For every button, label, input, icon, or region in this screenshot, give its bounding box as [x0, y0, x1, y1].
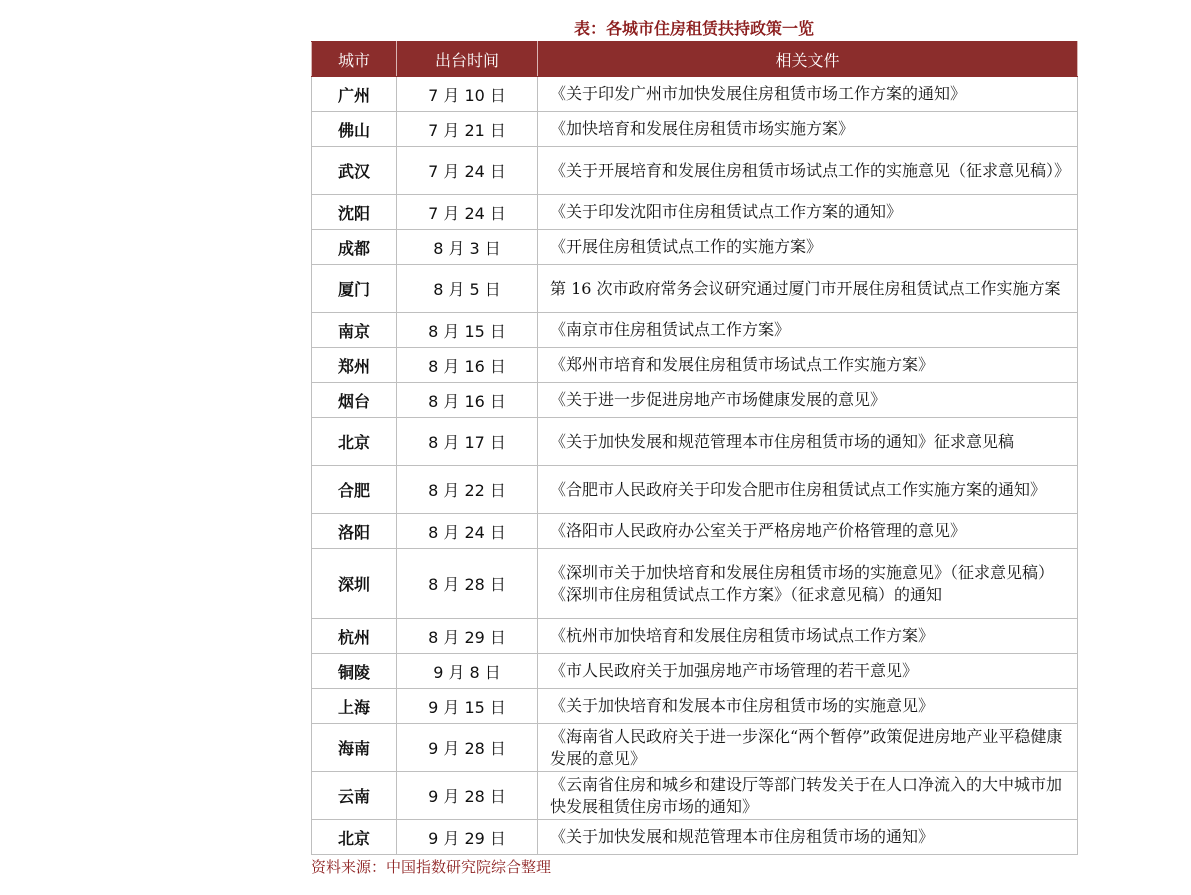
table-row [312, 147, 1078, 195]
document-cell [538, 77, 1078, 112]
document-title: 《加快培育和发展住房租赁市场实施方案》 [550, 119, 855, 138]
city-cell: 合肥 [312, 466, 397, 514]
table-body [312, 77, 1078, 855]
date-cell: 8 月 15 日 [397, 313, 538, 348]
document-cell [538, 383, 1078, 418]
city-cell: 海南 [312, 724, 397, 772]
table-row [312, 77, 1078, 112]
document-title: 《合肥市人民政府关于印发合肥市住房租赁试点工作实施方案的通知》 [550, 479, 1047, 499]
document-cell [538, 689, 1078, 724]
table-row [312, 549, 1078, 619]
document-title: 《深圳市关于加快培育和发展住房租赁市场的实施意见》（征求意见稿） [550, 562, 1055, 582]
date-cell: 8 月 29 日 [397, 619, 538, 654]
document-title: 《云南省住房和城乡和建设厅等部门转发关于在人口净流入的大中城市加快发展租赁住房市场的通知》 [550, 774, 1063, 816]
document-cell [538, 654, 1078, 689]
document-title: 《海南省人民政府关于进一步深化“两个暂停”政策促进房地产业平稳健康发展的意见》 [550, 726, 1063, 768]
city-cell: 铜陵 [312, 654, 397, 689]
city-cell: 烟台 [312, 383, 397, 418]
date-cell: 9 月 8 日 [397, 654, 538, 689]
table-row [312, 313, 1078, 348]
document-title: 《关于印发沈阳市住房租赁试点工作方案的通知》 [550, 202, 903, 221]
table-row [312, 265, 1078, 313]
city-cell: 成都 [312, 230, 397, 265]
column-header-docs: 相关文件 [538, 42, 1078, 77]
document-cell [538, 724, 1078, 772]
table-row [312, 772, 1078, 820]
city-cell: 郑州 [312, 348, 397, 383]
column-header-date: 出台时间 [397, 42, 538, 77]
document-title: 《开展住房租赁试点工作的实施方案》 [550, 237, 823, 256]
document-title: 《杭州市加快培育和发展住房租赁市场试点工作方案》 [550, 626, 935, 645]
city-cell: 南京 [312, 313, 397, 348]
document-title: 《关于加快发展和规范管理本市住房租赁市场的通知》 [550, 827, 935, 846]
city-cell: 洛阳 [312, 514, 397, 549]
document-cell [538, 313, 1078, 348]
document-cell [538, 514, 1078, 549]
date-cell: 8 月 16 日 [397, 348, 538, 383]
table-row [312, 689, 1078, 724]
city-cell: 上海 [312, 689, 397, 724]
date-cell: 8 月 28 日 [397, 549, 538, 619]
table-row [312, 418, 1078, 466]
document-title: 第 16 次市政府常务会议研究通过厦门市开展住房租赁试点工作实施方案 [550, 278, 1061, 298]
table-title: 表：各城市住房租赁扶持政策一览 [573, 19, 814, 38]
document-cell [538, 549, 1078, 619]
document-title: 《关于印发广州市加快发展住房租赁市场工作方案的通知》 [550, 84, 967, 103]
table-row [312, 195, 1078, 230]
date-cell: 9 月 28 日 [397, 772, 538, 820]
document-title: 《市人民政府关于加强房地产市场管理的若干意见》 [550, 661, 919, 680]
table-row [312, 654, 1078, 689]
date-cell: 7 月 10 日 [397, 77, 538, 112]
document-title: 《深圳市住房租赁试点工作方案》（征求意见稿）的通知 [550, 584, 943, 604]
date-cell: 7 月 24 日 [397, 195, 538, 230]
date-cell: 7 月 21 日 [397, 112, 538, 147]
table-row [312, 724, 1078, 772]
document-title: 《关于加快培育和发展本市住房租赁市场的实施意见》 [550, 696, 935, 715]
source-note: 资料来源：中国指数研究院综合整理 [311, 858, 552, 876]
city-cell: 广州 [312, 77, 397, 112]
city-cell: 佛山 [312, 112, 397, 147]
date-cell: 8 月 5 日 [397, 265, 538, 313]
document-cell [538, 230, 1078, 265]
document-title: 《郑州市培育和发展住房租赁市场试点工作实施方案》 [550, 355, 935, 374]
policy-table [311, 41, 1078, 855]
city-cell: 沈阳 [312, 195, 397, 230]
city-cell: 深圳 [312, 549, 397, 619]
document-cell [538, 619, 1078, 654]
city-cell: 杭州 [312, 619, 397, 654]
table-row [312, 112, 1078, 147]
document-cell [538, 348, 1078, 383]
document-title: 《洛阳市人民政府办公室关于严格房地产价格管理的意见》 [550, 521, 967, 540]
document-cell [538, 466, 1078, 514]
table-row [312, 820, 1078, 855]
table-row [312, 466, 1078, 514]
table-header-row [312, 42, 1078, 77]
column-header-city: 城市 [312, 42, 397, 77]
table-row [312, 348, 1078, 383]
document-cell [538, 195, 1078, 230]
document-cell [538, 772, 1078, 820]
date-cell: 9 月 15 日 [397, 689, 538, 724]
table-row [312, 230, 1078, 265]
document-title: 《南京市住房租赁试点工作方案》 [550, 320, 791, 339]
document-cell [538, 820, 1078, 855]
date-cell: 8 月 24 日 [397, 514, 538, 549]
document-cell [538, 418, 1078, 466]
date-cell: 8 月 17 日 [397, 418, 538, 466]
document-title: 《关于加快发展和规范管理本市住房租赁市场的通知》征求意见稿 [550, 431, 1015, 451]
city-cell: 北京 [312, 820, 397, 855]
date-cell: 8 月 16 日 [397, 383, 538, 418]
city-cell: 厦门 [312, 265, 397, 313]
city-cell: 武汉 [312, 147, 397, 195]
date-cell: 9 月 28 日 [397, 724, 538, 772]
date-cell: 8 月 22 日 [397, 466, 538, 514]
date-cell: 8 月 3 日 [397, 230, 538, 265]
date-cell: 9 月 29 日 [397, 820, 538, 855]
table-row [312, 383, 1078, 418]
document-title: 《关于开展培育和发展住房租赁市场试点工作的实施意见（征求意见稿）》 [550, 160, 1071, 180]
city-cell: 云南 [312, 772, 397, 820]
table-row [312, 514, 1078, 549]
document-cell [538, 112, 1078, 147]
document-title: 《关于进一步促进房地产市场健康发展的意见》 [550, 390, 887, 409]
document-cell [538, 147, 1078, 195]
table-row [312, 619, 1078, 654]
date-cell: 7 月 24 日 [397, 147, 538, 195]
city-cell: 北京 [312, 418, 397, 466]
document-cell [538, 265, 1078, 313]
